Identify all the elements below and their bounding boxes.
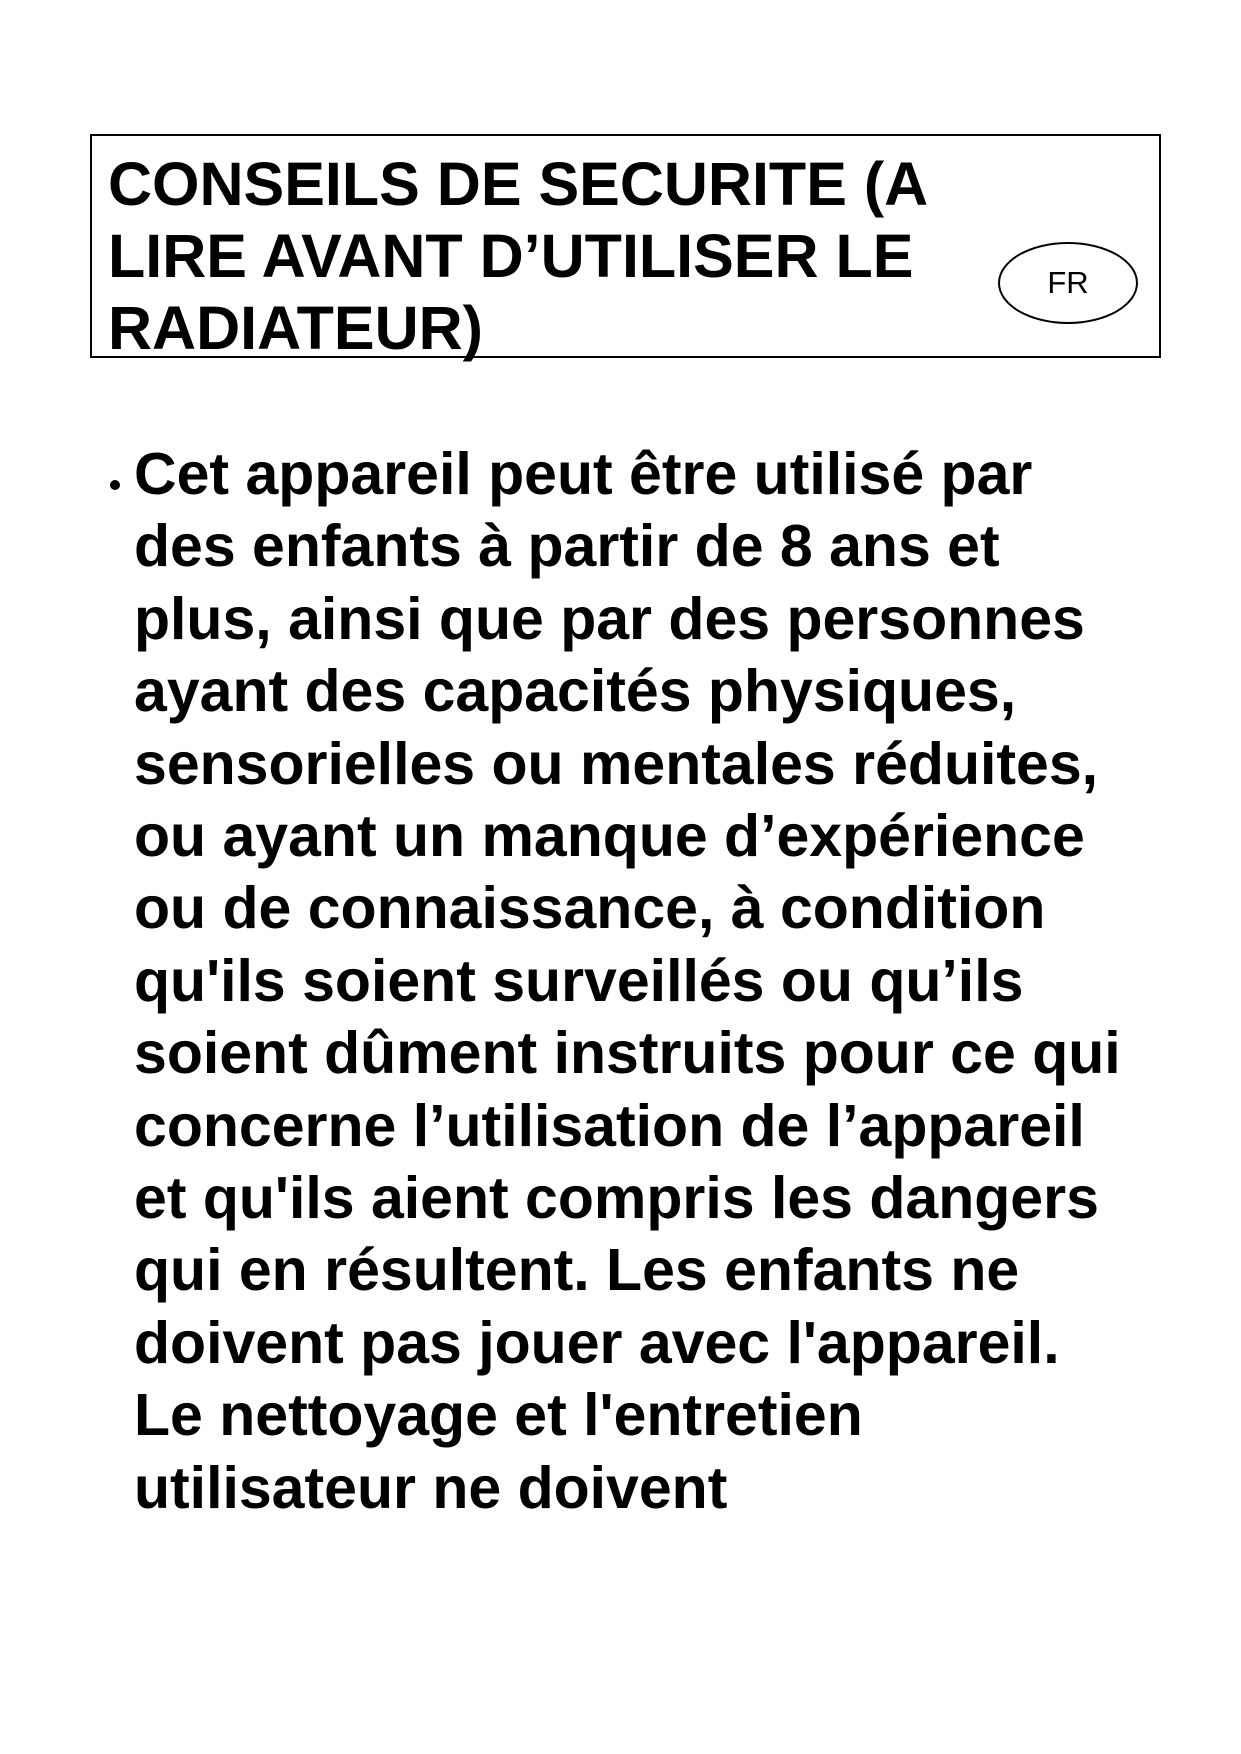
language-badge: FR bbox=[998, 242, 1138, 324]
safety-instruction-text: Cet appareil peut être utilisé par des enfants à partir de 8 ans et plus, ainsi que par des personnes ayant des capacités physiques, sensorielles ou mentales réduites, ou ayant un manque d’expérience ou de connaissance, à condition qu'ils soient surveillés ou qu’ils soient dûment instruits pour ce qui concerne l’utilisation de l’appareil et qu'ils aient compris les dangers qui en résultent. Les enfants ne doivent pas jouer avec l'appareil. Le nettoyage et l'entretien utilisateur ne doivent bbox=[134, 441, 1121, 1521]
page-title: CONSEILS DE SECURITE (A LIRE AVANT D’UTILISER LE RADIATEUR) bbox=[108, 150, 926, 362]
safety-header-box bbox=[90, 134, 1161, 362]
bullet-icon bbox=[110, 480, 120, 490]
